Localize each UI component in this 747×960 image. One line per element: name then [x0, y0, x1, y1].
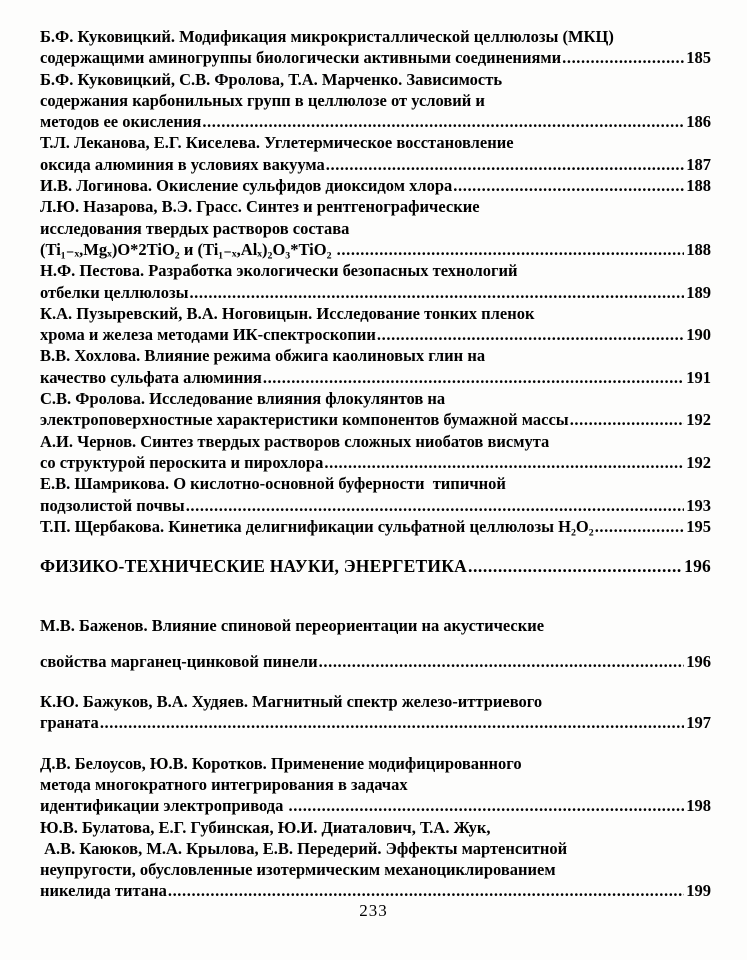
toc-line [40, 795, 711, 816]
toc-line-text: содержащими аминогруппы биологически активными соединениями [40, 48, 562, 68]
toc-line-text: никелида титана [40, 881, 167, 901]
toc-line: А.В. Каюков, М.А. Крылова, Е.В. Передерий. Эффекты мартенситной [40, 838, 568, 858]
dot-leader [168, 880, 684, 901]
toc-line: В.В. Хохлова. Влияние режима обжига каолиновых глин на [40, 346, 486, 366]
toc-line [40, 47, 711, 68]
dot-leader [189, 282, 684, 303]
toc-line [40, 154, 711, 175]
toc-line [40, 367, 711, 388]
dot-leader [377, 324, 684, 345]
toc-line [40, 880, 711, 901]
toc-entry [40, 69, 711, 133]
dot-leader [100, 712, 684, 733]
toc-entry [40, 132, 711, 175]
toc-line: Ю.В. Булатова, Е.Г. Губинская, Ю.И. Диаталович, Т.А. Жук, [40, 817, 491, 837]
dot-leader [326, 154, 684, 175]
dot-leader [289, 795, 685, 816]
toc-page-number: 198 [686, 796, 711, 816]
footer-page-number: 233 [359, 901, 388, 920]
dot-leader [263, 367, 684, 388]
dot-leader [595, 516, 685, 537]
toc-page-number: 188 [686, 176, 711, 196]
toc-line [40, 651, 711, 672]
toc-line-text: ФИЗИКО-ТЕХНИЧЕСКИЕ НАУКИ, ЭНЕРГЕТИКА [40, 556, 467, 577]
toc-entry [40, 516, 711, 537]
toc-line: Д.В. Белоусов, Ю.В. Коротков. Применение модифицированного [40, 753, 522, 773]
toc-entry [40, 473, 711, 516]
dot-leader [324, 452, 684, 473]
toc-line: Л.Ю. Назарова, В.Э. Грасс. Синтез и рентгенографические [40, 197, 480, 217]
toc-entry [40, 817, 711, 902]
toc-entry [40, 26, 711, 69]
toc-entry [40, 691, 711, 734]
toc-page-number: 187 [686, 154, 711, 174]
toc-line [40, 495, 711, 516]
toc-line: М.В. Баженов. Влияние спиновой переориентации на акустические [40, 616, 545, 636]
toc-line-text: качество сульфата алюминия [40, 367, 262, 387]
toc-line: Б.Ф. Куковицкий, С.В. Фролова, Т.А. Марченко. Зависимость [40, 69, 503, 89]
dot-leader [337, 239, 685, 260]
toc-page-number: 196 [686, 651, 711, 671]
toc-line [40, 409, 711, 430]
toc-line [40, 556, 711, 577]
toc-line: неупругости, обусловленные изотермическим механоциклированием [40, 860, 556, 880]
toc-line [40, 175, 711, 196]
dot-leader [202, 111, 684, 132]
toc-line-text: И.В. Логинова. Окисление сульфидов диоксидом хлора [40, 176, 453, 196]
toc-page-number: 196 [684, 556, 711, 577]
toc-line-text: хрома и железа методами ИК-спектроскопии [40, 325, 376, 345]
toc-page-number: 191 [686, 367, 711, 387]
toc-entry [40, 303, 711, 346]
toc-page-number: 195 [686, 516, 711, 536]
toc-entry [40, 753, 711, 817]
toc-entry [40, 615, 711, 672]
toc-line: К.Ю. Бажуков, В.А. Худяев. Магнитный спектр железо-иттриевого [40, 692, 543, 712]
toc-line-text: Т.П. Щербакова. Кинетика делигнификации сульфатной целлюлозы H₂O₂ [40, 516, 594, 536]
toc-line-text: отбелки целлюлозы [40, 282, 189, 302]
toc-entry [40, 175, 711, 196]
toc-line: А.И. Чернов. Синтез твердых растворов сложных ниобатов висмута [40, 431, 550, 451]
toc-line-text: идентификации электропривода [40, 796, 288, 816]
toc-line-text: оксида алюминия в условиях вакуума [40, 154, 325, 174]
toc-line: Б.Ф. Куковицкий. Модификация микрокристаллической целлюлозы (МКЦ) [40, 27, 614, 46]
toc-line-text: подзолистой почвы [40, 495, 185, 515]
toc-line-text: методов ее окисления [40, 112, 202, 132]
toc-page-number: 186 [686, 112, 711, 132]
dot-leader [468, 556, 682, 577]
toc-line-text: со структурой пероскита и пирохлора [40, 452, 324, 472]
toc-section-heading [40, 556, 711, 577]
toc-entry [40, 388, 711, 431]
toc-line [40, 452, 711, 473]
toc-line [40, 111, 711, 132]
toc-page-number: 193 [686, 495, 711, 515]
toc-page-number: 199 [686, 881, 711, 901]
toc-line: Е.В. Шамрикова. О кислотно-основной буферности типичной [40, 474, 506, 494]
toc-entry [40, 345, 711, 388]
toc-line: Н.Ф. Пестова. Разработка экологически безопасных технологий [40, 261, 518, 281]
toc-page-number: 189 [686, 282, 711, 302]
toc-line [40, 239, 711, 260]
toc-line [40, 282, 711, 303]
dot-leader [186, 495, 685, 516]
toc-line [40, 324, 711, 345]
toc-line: метода многократного интегрирования в задачах [40, 774, 408, 794]
dot-leader [562, 47, 684, 68]
toc-line: Т.Л. Леканова, Е.Г. Киселева. Углетермическое восстановление [40, 133, 514, 153]
toc-page-number: 192 [686, 410, 711, 430]
toc-line-text: электроповерхностные характеристики компонентов бумажной массы [40, 410, 569, 430]
toc-line: С.В. Фролова. Исследование влияния флокулянтов на [40, 389, 446, 409]
toc-line-text: граната [40, 713, 99, 733]
toc-page-number: 188 [686, 239, 711, 259]
toc-line: содержания карбонильных групп в целлюлозе от условий и [40, 90, 485, 110]
dot-leader [453, 175, 684, 196]
toc-page-number: 192 [686, 452, 711, 472]
toc-entry [40, 431, 711, 474]
toc-page-number: 190 [686, 325, 711, 345]
toc-line [40, 516, 711, 537]
toc-entry [40, 196, 711, 260]
toc-list [40, 26, 711, 902]
toc-line [40, 712, 711, 733]
toc-line-text: свойства марганец-цинковой пинели [40, 651, 318, 671]
toc-page-number: 185 [686, 48, 711, 68]
toc-line-text: (Ti₁₋ₓ,Mgₓ)O*2TiO₂ и (Ti₁₋ₓ,Alₓ)₂O₃*TiO₂ [40, 239, 336, 259]
toc-line: исследования твердых растворов состава [40, 218, 350, 238]
toc-page-number: 197 [686, 713, 711, 733]
dot-leader [570, 409, 685, 430]
toc-line: К.А. Пузыревский, В.А. Ноговицын. Исследование тонких пленок [40, 303, 535, 323]
toc-entry [40, 260, 711, 303]
dot-leader [319, 651, 685, 672]
